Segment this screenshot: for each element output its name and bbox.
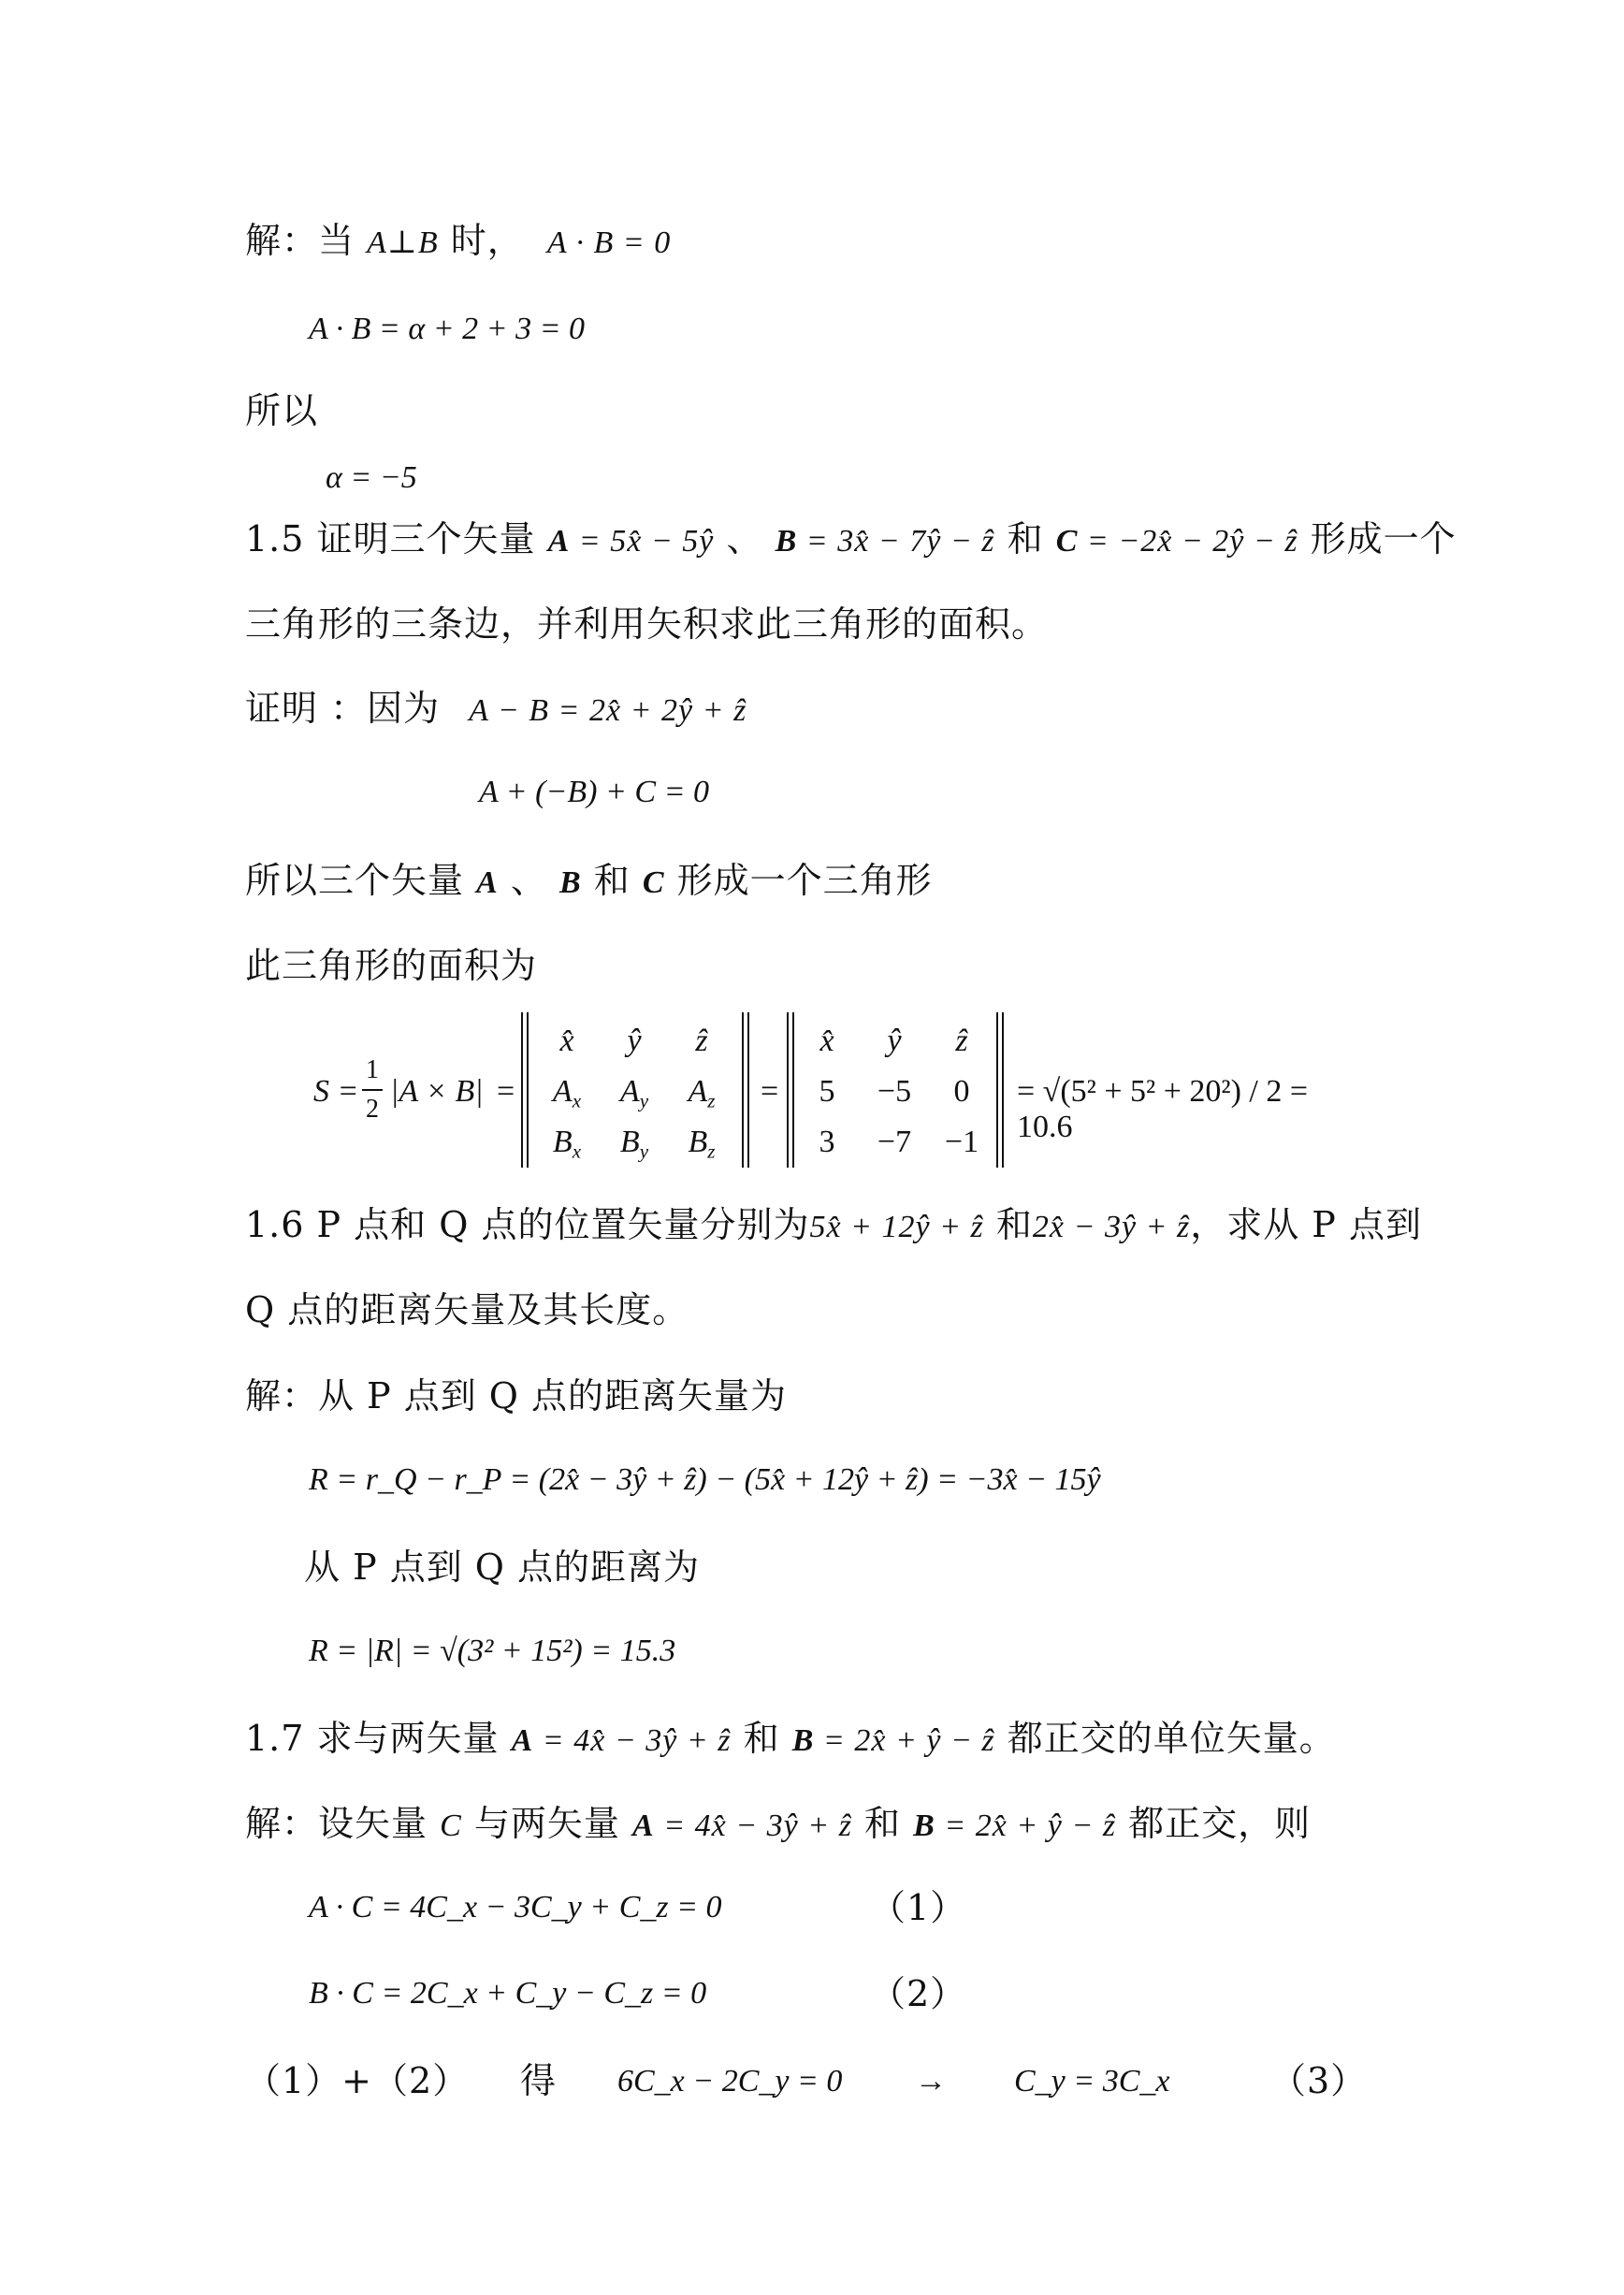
equation-3-get: 得 xyxy=(520,2060,558,2101)
dot-product-zero: A · B = 0 xyxy=(546,225,672,260)
equation-3-expr: 6C_x − 2C_y = 0 xyxy=(617,2064,843,2099)
text-therefore: 所以 xyxy=(245,390,319,431)
equation-1-tag: （1） xyxy=(870,1887,967,1928)
solution-line-perpendicular: 解：当 A⊥B 时， A · B = 0 xyxy=(245,220,672,261)
fraction-bar xyxy=(362,1089,383,1091)
proof-equation-2: A + (−B) + C = 0 xyxy=(479,775,710,809)
problem-1-6-line1: 1.6 P 点和 Q 点的位置矢量分别为5x̂ + 12ŷ + ẑ 和2x̂ − 3ŷ + ẑ，求从 P 点到 xyxy=(245,1204,1422,1245)
equation-dot-product-alpha: A · B = α + 2 + 3 = 0 xyxy=(309,312,586,346)
equation-3-tag: （3） xyxy=(1270,2060,1368,2101)
problem-1-5-line2: 三角形的三条边，并利用矢积求此三角形的面积。 xyxy=(245,603,1049,645)
equation-2-tag: （2） xyxy=(870,1973,967,2014)
proof-header: 证明 ：因为 A − B = 2x̂ + 2ŷ + ẑ xyxy=(245,688,747,729)
equation-1: A · C = 4C_x − 3C_y + C_z = 0 xyxy=(309,1890,722,1925)
triangle-conclusion: 所以三个矢量 A 、 B 和 C 形成一个三角形 xyxy=(245,860,933,901)
area-result: = √(5² + 5² + 20²) / 2 = 10.6 xyxy=(1017,1074,1309,1144)
determinant-symbolic: x̂ ŷ ẑ $A_x$ $A_y$ $A_z$ $B_x$ $B_y$ $B_z$ xyxy=(521,1010,753,1169)
fraction-numerator: 1 xyxy=(366,1055,379,1084)
area-header: 此三角形的面积为 xyxy=(245,945,538,986)
area-formula: S = 1 2 |A × B| = x̂ ŷ ẑ $A_x$ $A_y$ $A_z$ $B_x$ $B_y$ $B_z$ = x̂ ŷ ẑ 5 −5 0 3 −7 −1 = √(5² + 5² + 20²) / 2 = 10.6 xyxy=(313,1010,1342,1169)
problem-1-7: 1.7 求与两矢量 A = 4x̂ − 3ŷ + ẑ 和 B = 2x̂ + ŷ − ẑ 都正交的单位矢量。 xyxy=(245,1718,1336,1759)
equation-3-prefix: （1）+（2） xyxy=(245,2060,470,2101)
equation-2: B · C = 2C_x + C_y − C_z = 0 xyxy=(309,1976,707,2011)
perpendicular-condition: A⊥B xyxy=(367,225,439,260)
determinant-numeric: x̂ ŷ ẑ 5 −5 0 3 −7 −1 xyxy=(787,1010,1008,1169)
equation-alpha-result: α = −5 xyxy=(326,460,417,495)
distance-vector-equation: R = r_Q − r_P = (2x̂ − 3ŷ + ẑ) − (5x̂ + 12ŷ + ẑ) = −3x̂ − 15ŷ xyxy=(309,1462,1101,1497)
problem-1-6-line2: Q 点的距离矢量及其长度。 xyxy=(245,1289,689,1330)
distance-magnitude-equation: R = |R| = √(3² + 15²) = 15.3 xyxy=(309,1634,676,1668)
distance-text: 从 P 点到 Q 点的距离为 xyxy=(304,1547,701,1588)
arrow-icon: → xyxy=(915,2064,947,2099)
problem-1-6-solution: 解：从 P 点到 Q 点的距离矢量为 xyxy=(245,1375,788,1416)
proof-equation-1: A − B = 2x̂ + 2ŷ + ẑ xyxy=(469,693,747,728)
cross-product-magnitude: |A × B| xyxy=(390,1074,484,1109)
problem-1-7-solution: 解：设矢量 C 与两矢量 A = 4x̂ − 3ŷ + ẑ 和 B = 2x̂ + ŷ − ẑ 都正交，则 xyxy=(245,1803,1312,1844)
fraction-denominator: 2 xyxy=(366,1095,379,1124)
problem-1-5-line1: 1.5 证明三个矢量 A = 5x̂ − 5ŷ 、 B = 3x̂ − 7ŷ − ẑ 和 C = −2x̂ − 2ŷ − ẑ 形成一个 xyxy=(245,518,1457,559)
equation-3-result: C_y = 3C_x xyxy=(1014,2064,1170,2099)
